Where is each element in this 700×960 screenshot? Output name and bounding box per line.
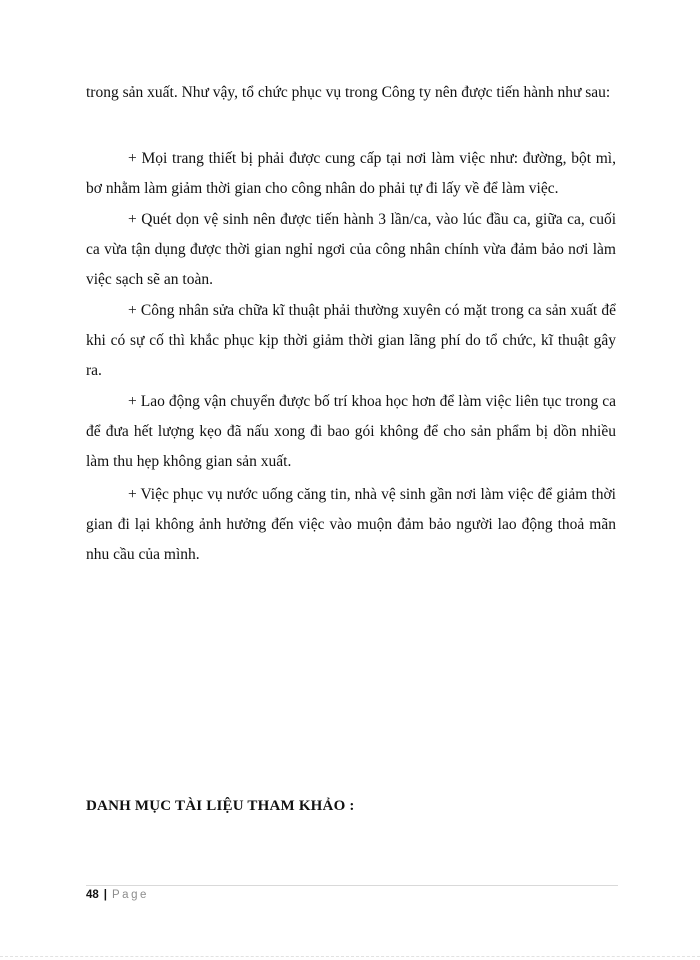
page-bottom-edge [0, 956, 700, 957]
paragraph-transport: + Lao động vận chuyển được bố trí khoa học hơn để làm việc liên tục trong ca để đưa hết lượng kẹo đã nấu xong đi bao gói không để cho sản phẩm bị dồn nhiều làm thu hẹp không gian sản xuất. [86, 393, 616, 470]
footer-divider [86, 885, 618, 886]
footer-separator: | [103, 889, 108, 901]
paragraph-cleaning: + Quét dọn vệ sinh nên được tiến hành 3 lần/ca, vào lúc đầu ca, giữa ca, cuối ca vừa tận dụng được thời gian nghỉ ngơi của công nhân chính vừa đảm bảo nơi làm việc sạch sẽ an toàn. [86, 211, 616, 288]
page-footer [86, 889, 149, 901]
paragraph-services: + Việc phục vụ nước uống căng tin, nhà vệ sinh gần nơi làm việc để giảm thời gian đi lại không ảnh hưởng đến việc vào muộn đảm bảo người lao động thoả mãn nhu cầu của mình. [86, 486, 616, 563]
page-number: 48 [86, 889, 99, 901]
paragraph-equipment: + Mọi trang thiết bị phải được cung cấp tại nơi làm việc như: đường, bột mì, bơ nhằm làm giảm thời gian cho công nhân do phải tự đi lấy về để làm việc. [86, 150, 616, 197]
paragraph-intro: trong sản xuất. Như vậy, tổ chức phục vụ trong Công ty nên được tiến hành như sau: [86, 84, 611, 101]
paragraph-maintenance: + Công nhân sửa chữa kĩ thuật phải thường xuyên có mặt trong ca sản xuất để khi có sự cố thì khắc phục kịp thời giảm thời gian lãng phí do tổ chức, kĩ thuật gây ra. [86, 302, 616, 379]
page-label: Page [112, 889, 149, 901]
references-heading: DANH MỤC TÀI LIỆU THAM KHẢO : [86, 798, 355, 814]
